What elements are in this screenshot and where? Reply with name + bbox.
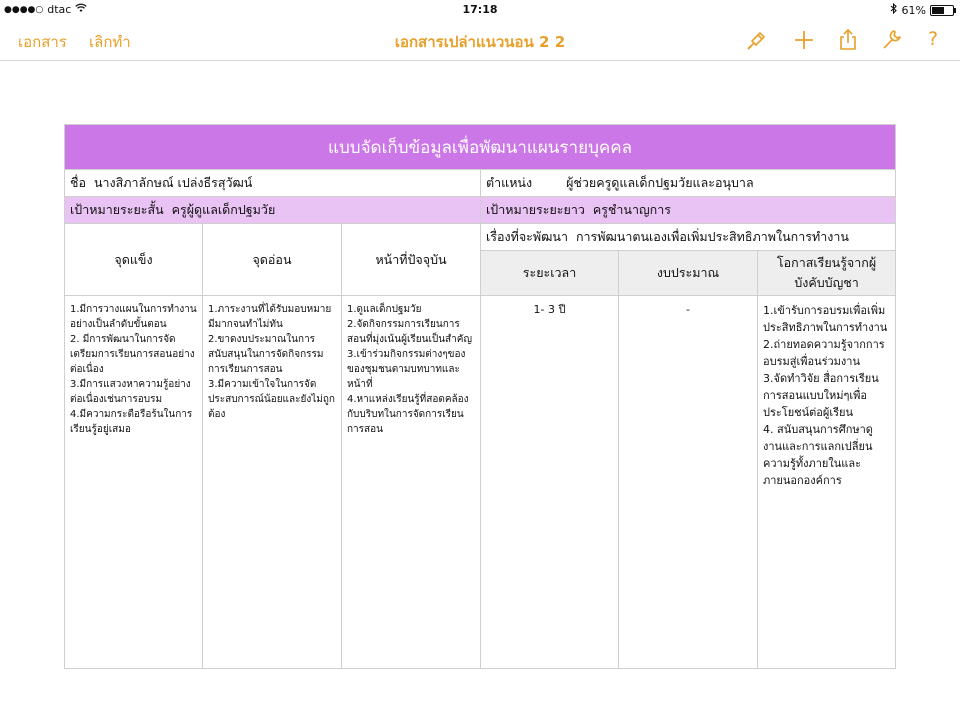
weaknesses-cell[interactable]: 1.ภาระงานที่ได้รับมอบหมายมีมากจนทำไม่ทัน 2.ขาดงบประมาณในการสนับสนุนในการจัดกิจกรรมการเรียนการสอน 3.มีความเข้าใจในการจัดประสบการณ์น้อยและยังไม่ถูกต้อง	[203, 296, 342, 669]
topic-value: การพัฒนาตนเองเพื่อเพิ่มประสิทธิภาพในการทำงาน	[575, 229, 849, 244]
header-opportunity[interactable]: โอกาสเรียนรู้จากผู้บังคับบัญชา	[758, 251, 896, 296]
status-bar	[0, 0, 960, 20]
name-value: นางสิภาลักษณ์ เปล่งธีรสุวัฒน์	[93, 175, 253, 190]
share-icon[interactable]	[836, 28, 860, 52]
position-label: ตำแหน่ง	[486, 175, 533, 190]
header-duties[interactable]: หน้าที่ปัจจุบัน	[342, 224, 481, 296]
battery-fill	[932, 7, 944, 14]
topic-cell[interactable]	[481, 224, 896, 251]
duties-cell[interactable]: 1.ดูแลเด็กปฐมวัย 2.จัดกิจกรรมการเรียนการสอนที่มุ่งเน้นผู้เรียนเป็นสำคัญ 3.เข้าร่วมกิจกรรมต่างๆของของชุมชนตามบทบาทและหน้าที่ 4.หาแหล่งเรียนรู้ที่สอดคล้องกับบริบทในการจัดการเรียนการสอน	[342, 296, 481, 669]
long-goal-value: ครูชำนาญการ	[592, 202, 671, 217]
undo-button[interactable]: เลิกทำ	[89, 33, 131, 51]
signal-strength-icon: ●●●●○	[4, 4, 44, 15]
strengths-cell[interactable]: 1.มีการวางแผนในการทำงานอย่างเป็นลำดับขั้นตอน 2. มีการพัฒนาในการจัดเตรียมการเรียนการสอนอย่างต่อเนื่อง 3.มีการแสวงหาความรู้อย่างต่อเนื่องเช่นการอบรม 4.มีความกระตือรือร้นในการเรียนรู้อยู่เสมอ	[65, 296, 203, 669]
name-cell[interactable]	[65, 170, 481, 197]
duration-cell[interactable]: 1- 3 ปี	[481, 296, 619, 669]
position-value: ผู้ช่วยครูดูแลเด็กปฐมวัยและอนุบาล	[566, 175, 754, 190]
battery-percent: 61%	[901, 3, 926, 17]
table-title[interactable]: แบบจัดเก็บข้อมูลเพื่อพัฒนาแผนรายบุคคล	[65, 125, 896, 170]
long-goal-cell[interactable]	[481, 197, 896, 224]
budget-cell[interactable]: -	[619, 296, 758, 669]
development-plan-table	[64, 124, 896, 669]
bluetooth-icon	[890, 3, 898, 17]
position-cell[interactable]	[481, 170, 896, 197]
status-right	[890, 3, 954, 17]
short-goal-cell[interactable]	[65, 197, 481, 224]
help-icon[interactable]: ?	[928, 28, 939, 50]
name-label: ชื่อ	[70, 175, 86, 190]
header-budget[interactable]: งบประมาณ	[619, 251, 758, 296]
header-strengths[interactable]: จุดแข็ง	[65, 224, 203, 296]
carrier-name: dtac	[47, 3, 72, 16]
short-goal-label: เป้าหมายระยะสั้น	[70, 202, 164, 217]
documents-back-button[interactable]: เอกสาร	[18, 33, 67, 51]
format-brush-icon[interactable]	[745, 28, 769, 52]
topic-label: เรื่องที่จะพัฒนา	[486, 229, 568, 244]
wrench-icon[interactable]	[880, 28, 904, 52]
opportunity-cell[interactable]: 1.เข้ารับการอบรมเพื่อเพิ่มประสิทธิภาพในการทำงาน 2.ถ่ายทอดความรู้จากการอบรมสู่เพื่อนร่วมงาน 3.จัดทำวิจัย สื่อการเรียนการสอนแบบใหม่ๆเพื่อประโยชน์ต่อผู้เรียน 4. สนับสนุนการศึกษาดูงานและการแลกเปลี่ยนความรู้ทั้งภายในและภายนอกองค์การ	[758, 296, 896, 669]
plus-icon[interactable]	[792, 28, 816, 52]
battery-icon	[930, 5, 954, 16]
long-goal-label: เป้าหมายระยะยาว	[486, 202, 585, 217]
header-duration[interactable]: ระยะเวลา	[481, 251, 619, 296]
short-goal-value: ครูผู้ดูแลเด็กปฐมวัย	[171, 202, 276, 217]
status-time: 17:18	[462, 3, 498, 16]
document-table-container	[64, 124, 895, 669]
document-title: เอกสารเปล่าแนวนอน 2 2	[394, 33, 566, 51]
header-weaknesses[interactable]: จุดอ่อน	[203, 224, 342, 296]
app-toolbar	[0, 20, 960, 61]
